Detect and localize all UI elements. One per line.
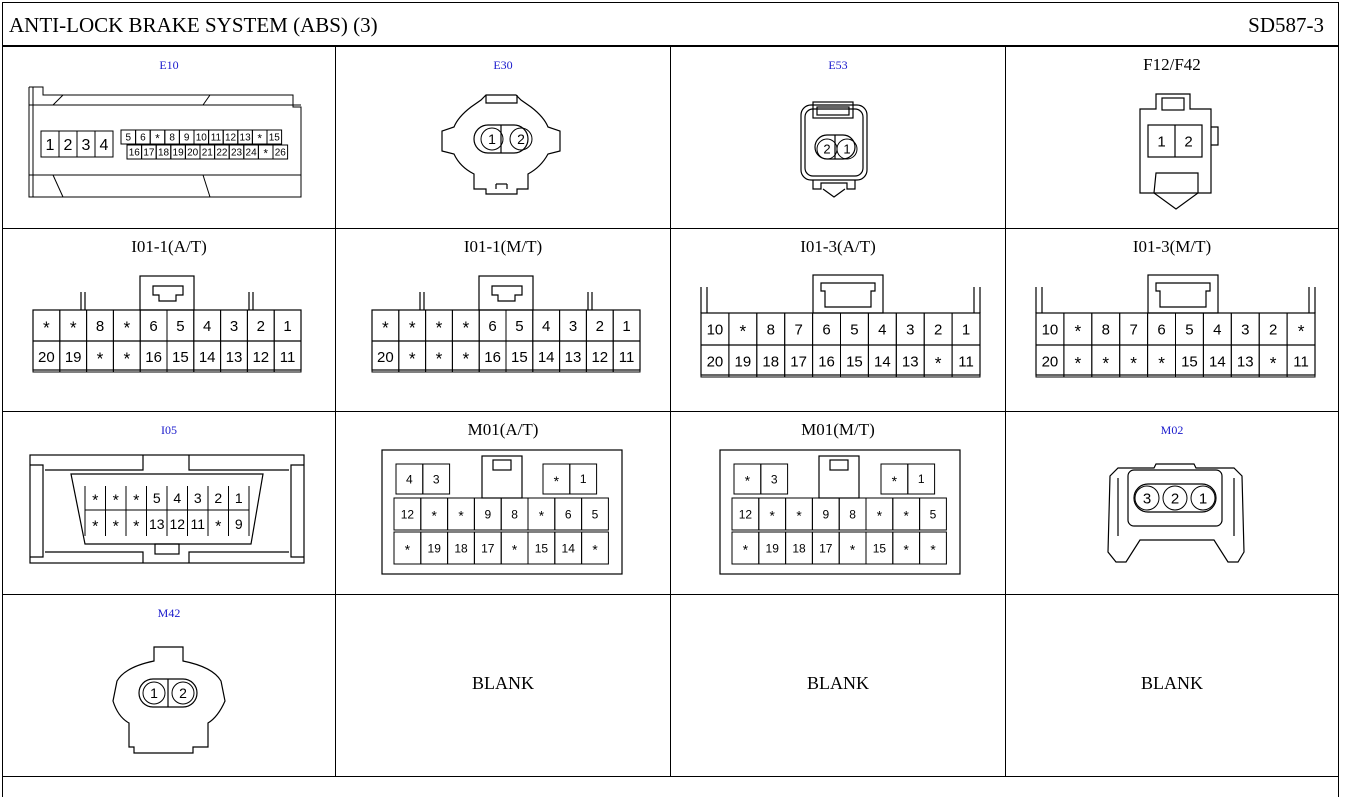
pin-label: 20	[1041, 353, 1059, 371]
pin-label: 13	[239, 132, 251, 144]
pin-label: 8	[169, 132, 175, 144]
connector-label-i05: I05	[161, 423, 177, 437]
connector-i05-drawing	[3, 412, 336, 595]
pin-label: *	[382, 317, 389, 338]
pin-label: 2	[933, 321, 943, 339]
pin-label: 13	[148, 516, 165, 533]
pin-label: 14	[198, 348, 216, 366]
pin-label: 14	[874, 353, 891, 371]
pin-label: *	[876, 508, 883, 524]
connector-m42-drawing	[3, 595, 336, 777]
pin-label: 15	[846, 353, 863, 371]
pin-label: 15	[172, 348, 189, 366]
pin-label: *	[69, 317, 77, 338]
blank-label: BLANK	[807, 673, 869, 693]
pin-label: 18	[157, 147, 170, 159]
pin-label: 12	[169, 516, 186, 533]
pin-label: 2	[595, 317, 604, 335]
pin-label: 15	[1181, 353, 1198, 371]
pin-label: *	[257, 133, 262, 146]
pin-label: 5	[176, 317, 185, 335]
pin-label: *	[155, 133, 160, 146]
pin-label: 17	[819, 541, 833, 556]
pin-label: 2	[823, 141, 831, 157]
pin-label: *	[744, 473, 751, 489]
pin-label: 10	[195, 132, 207, 144]
connector-m01mt-drawing	[671, 412, 1006, 595]
pin-label: *	[739, 321, 747, 342]
connector-e30-drawing	[336, 47, 671, 229]
connector-i013at-drawing	[671, 229, 1006, 412]
cell-e53	[671, 47, 1006, 229]
pin-label: 1	[234, 490, 243, 507]
pin-label: 3	[81, 136, 91, 154]
pin-label: 20	[38, 348, 55, 366]
pin-label: *	[435, 317, 443, 338]
pin-label: *	[112, 517, 119, 536]
cell-m01mt	[671, 412, 1006, 595]
pin-label: 8	[1101, 321, 1110, 339]
pin-label: 2	[1184, 133, 1193, 151]
pin-label: 1	[622, 317, 631, 335]
pin-label: 4	[406, 472, 413, 487]
pin-label: 17	[790, 353, 807, 371]
connector-i011mt-drawing	[336, 229, 671, 412]
pin-label: *	[903, 508, 909, 524]
pin-label: *	[263, 148, 268, 161]
cell-blank-2	[671, 595, 1006, 777]
pin-label: *	[903, 542, 909, 558]
pin-label: *	[408, 348, 416, 369]
pin-label: 1	[961, 321, 971, 339]
pin-label: 2	[63, 136, 73, 154]
pin-label: 4	[203, 317, 212, 335]
pin-label: 24	[245, 147, 257, 159]
pin-label: 13	[564, 348, 582, 366]
pin-label: 9	[822, 507, 830, 522]
pin-label: *	[891, 473, 898, 489]
cell-f12	[1006, 47, 1338, 229]
pin-label: 12	[591, 348, 609, 366]
pin-label: 5	[515, 317, 524, 335]
cell-m42	[3, 595, 336, 777]
pin-label: 2	[256, 317, 265, 335]
connector-label-i011at: I01-1(A/T)	[131, 237, 207, 256]
blank-label: BLANK	[472, 673, 534, 693]
pin-label: *	[408, 317, 416, 338]
pin-label: 16	[818, 353, 835, 371]
pin-label: *	[133, 517, 140, 536]
pin-label: 1	[45, 136, 55, 154]
pin-label: 6	[149, 317, 158, 335]
pin-label: 23	[230, 147, 243, 159]
pin-label: 11	[190, 516, 206, 533]
page-code: SD587-3	[1248, 13, 1324, 37]
pin-label: 21	[201, 147, 213, 159]
pin-label: 16	[145, 348, 162, 366]
connector-e53-drawing	[671, 47, 1006, 229]
pin-label: 13	[901, 353, 919, 371]
pin-label: 19	[765, 541, 779, 556]
connector-e10-drawing	[3, 47, 336, 229]
pin-label: 5	[591, 507, 599, 522]
footer-strip	[3, 775, 1338, 798]
pin-label: 4	[878, 321, 887, 339]
pin-label: *	[92, 491, 99, 510]
pin-label: *	[43, 317, 50, 338]
pin-label: *	[1158, 353, 1165, 374]
pin-label: 2	[214, 490, 223, 507]
pin-label: 2	[517, 131, 525, 148]
pin-label: 3	[1241, 321, 1250, 339]
pin-label: 19	[427, 541, 441, 556]
pin-label: *	[1102, 353, 1110, 374]
pin-label: 3	[229, 317, 239, 335]
pin-label: 6	[564, 507, 572, 522]
connector-label-m01at: M01(A/T)	[467, 420, 539, 439]
pin-label: 11	[1293, 353, 1309, 371]
pin-label: *	[215, 517, 222, 536]
pin-label: *	[934, 353, 942, 374]
pin-label: *	[930, 542, 936, 558]
pin-label: *	[553, 473, 560, 489]
pin-label: *	[742, 542, 749, 558]
pin-label: 2	[179, 685, 187, 702]
pin-label: 6	[1157, 321, 1166, 339]
cell-i013at	[671, 229, 1006, 412]
pin-label: 9	[183, 132, 190, 144]
pin-label: 3	[906, 321, 915, 339]
pin-label: 2	[1170, 490, 1180, 508]
connector-label-e30: E30	[493, 58, 513, 72]
cell-e30	[336, 47, 671, 229]
pin-label: 5	[850, 321, 859, 339]
pin-label: 12	[224, 132, 237, 144]
pin-label: 1	[917, 472, 925, 486]
pin-label: 18	[454, 541, 468, 556]
pin-label: *	[511, 542, 518, 558]
pin-label: 5	[929, 507, 937, 522]
pin-label: 1	[1157, 133, 1166, 151]
pin-label: 7	[1129, 321, 1138, 339]
pin-label: *	[435, 348, 443, 369]
connector-label-i013mt: I01-3(M/T)	[1132, 237, 1212, 256]
pin-label: 3	[770, 472, 778, 487]
pin-label: 4	[173, 490, 182, 507]
pin-label: 22	[216, 147, 228, 159]
pin-label: 11	[210, 132, 222, 144]
pin-label: 19	[172, 147, 184, 159]
pin-label: *	[404, 542, 411, 558]
pin-label: 26	[274, 147, 286, 159]
connector-label-m02: M02	[1160, 423, 1184, 437]
pin-label: 8	[511, 507, 518, 522]
pin-label: 16	[128, 147, 140, 159]
cell-i05	[3, 412, 336, 595]
pin-label: *	[92, 517, 99, 536]
cell-i011mt	[336, 229, 671, 412]
blank-label: BLANK	[1141, 673, 1203, 693]
pin-label: 13	[1236, 353, 1254, 371]
connector-label-f12: F12/F42	[1143, 55, 1201, 74]
pin-label: 20	[706, 353, 724, 371]
pin-label: *	[1130, 353, 1138, 374]
cell-blank-1	[336, 595, 671, 777]
pin-label: *	[431, 508, 437, 524]
cell-m02	[1006, 412, 1338, 595]
pin-label: 4	[1213, 321, 1222, 339]
pin-label: 4	[542, 317, 551, 335]
pin-label: *	[769, 508, 775, 524]
pin-label: 2	[1268, 321, 1278, 339]
pin-label: 6	[488, 317, 497, 335]
cell-i011at	[3, 229, 336, 412]
pin-label: 6	[822, 321, 831, 339]
pin-label: *	[592, 542, 598, 558]
pin-label: 11	[618, 348, 635, 366]
pin-label: 6	[140, 132, 146, 144]
pin-label: 10	[706, 321, 724, 339]
pin-label: *	[1297, 321, 1305, 342]
page-title: ANTI-LOCK BRAKE SYSTEM (ABS) (3)	[9, 13, 378, 37]
pin-label: 3	[568, 317, 578, 335]
pin-label: 3	[432, 472, 440, 487]
connector-label-m01mt: M01(M/T)	[801, 420, 875, 439]
pin-label: *	[1269, 353, 1277, 374]
connector-i013mt-drawing	[1006, 229, 1338, 412]
pin-label: 15	[534, 541, 549, 556]
pin-label: 9	[234, 516, 243, 533]
pin-label: *	[112, 491, 119, 510]
connector-label-e53: E53	[828, 58, 848, 72]
connector-label-e10: E10	[159, 58, 179, 72]
connector-f12-drawing	[1006, 47, 1338, 229]
pin-label: *	[796, 508, 802, 524]
pin-label: 9	[484, 507, 492, 522]
connector-label-m42: M42	[157, 606, 181, 620]
pin-label: *	[462, 317, 470, 338]
connector-m02-drawing	[1006, 412, 1338, 595]
pin-label: 3	[193, 490, 202, 507]
pin-label: 12	[400, 507, 415, 522]
connector-label-i013at: I01-3(A/T)	[800, 237, 876, 256]
pin-label: 1	[579, 472, 587, 486]
pin-label: 20	[377, 348, 394, 366]
pin-label: 14	[1209, 353, 1226, 371]
pin-label: 1	[150, 685, 158, 702]
pin-label: 5	[152, 490, 161, 507]
pin-label: 10	[1041, 321, 1059, 339]
pin-label: *	[538, 508, 545, 524]
pin-label: 15	[872, 541, 887, 556]
pin-label: 16	[484, 348, 501, 366]
pin-label: 5	[125, 132, 132, 144]
pin-label: 13	[225, 348, 243, 366]
pin-label: *	[462, 348, 470, 369]
pin-label: 5	[1185, 321, 1194, 339]
pin-label: 17	[143, 147, 155, 159]
pin-label: 19	[64, 348, 82, 366]
sheet-header	[3, 3, 1338, 47]
pin-label: *	[1074, 321, 1082, 342]
pin-label: *	[133, 491, 140, 510]
pin-label: *	[123, 348, 131, 369]
connector-label-i011mt: I01-1(M/T)	[463, 237, 543, 256]
cell-e10	[3, 47, 336, 229]
connector-i011at-drawing	[3, 229, 336, 412]
pin-label: 20	[187, 147, 199, 159]
pin-label: 11	[279, 348, 296, 366]
pin-label: 14	[561, 541, 575, 556]
pin-label: 18	[792, 541, 806, 556]
pin-label: 7	[794, 321, 803, 339]
pin-label: 3	[1142, 490, 1152, 508]
pin-label: 18	[762, 353, 780, 371]
pin-label: 1	[843, 141, 851, 157]
cell-i013mt	[1006, 229, 1338, 412]
pin-label: 12	[252, 348, 270, 366]
pin-label: 15	[268, 132, 280, 144]
connector-sheet	[2, 2, 1339, 797]
pin-label: 1	[1198, 490, 1208, 508]
pin-label: 8	[849, 507, 856, 522]
pin-label: 8	[766, 321, 775, 339]
pin-label: 19	[734, 353, 752, 371]
pin-label: 14	[537, 348, 555, 366]
pin-label: 11	[958, 353, 974, 371]
pin-label: 1	[488, 131, 496, 148]
pin-label: 4	[99, 136, 109, 154]
pin-label: *	[96, 348, 104, 369]
pin-label: 15	[511, 348, 528, 366]
pin-label: 12	[738, 507, 753, 522]
pin-label: *	[458, 508, 464, 524]
pin-label: *	[1074, 353, 1082, 374]
pin-label: *	[849, 542, 856, 558]
cell-blank-3	[1006, 595, 1338, 777]
pin-label: *	[123, 317, 131, 338]
cell-m01at	[336, 412, 671, 595]
pin-label: 1	[283, 317, 292, 335]
connector-m01at-drawing	[336, 412, 671, 595]
pin-label: 17	[481, 541, 495, 556]
pin-label: 8	[95, 317, 105, 335]
